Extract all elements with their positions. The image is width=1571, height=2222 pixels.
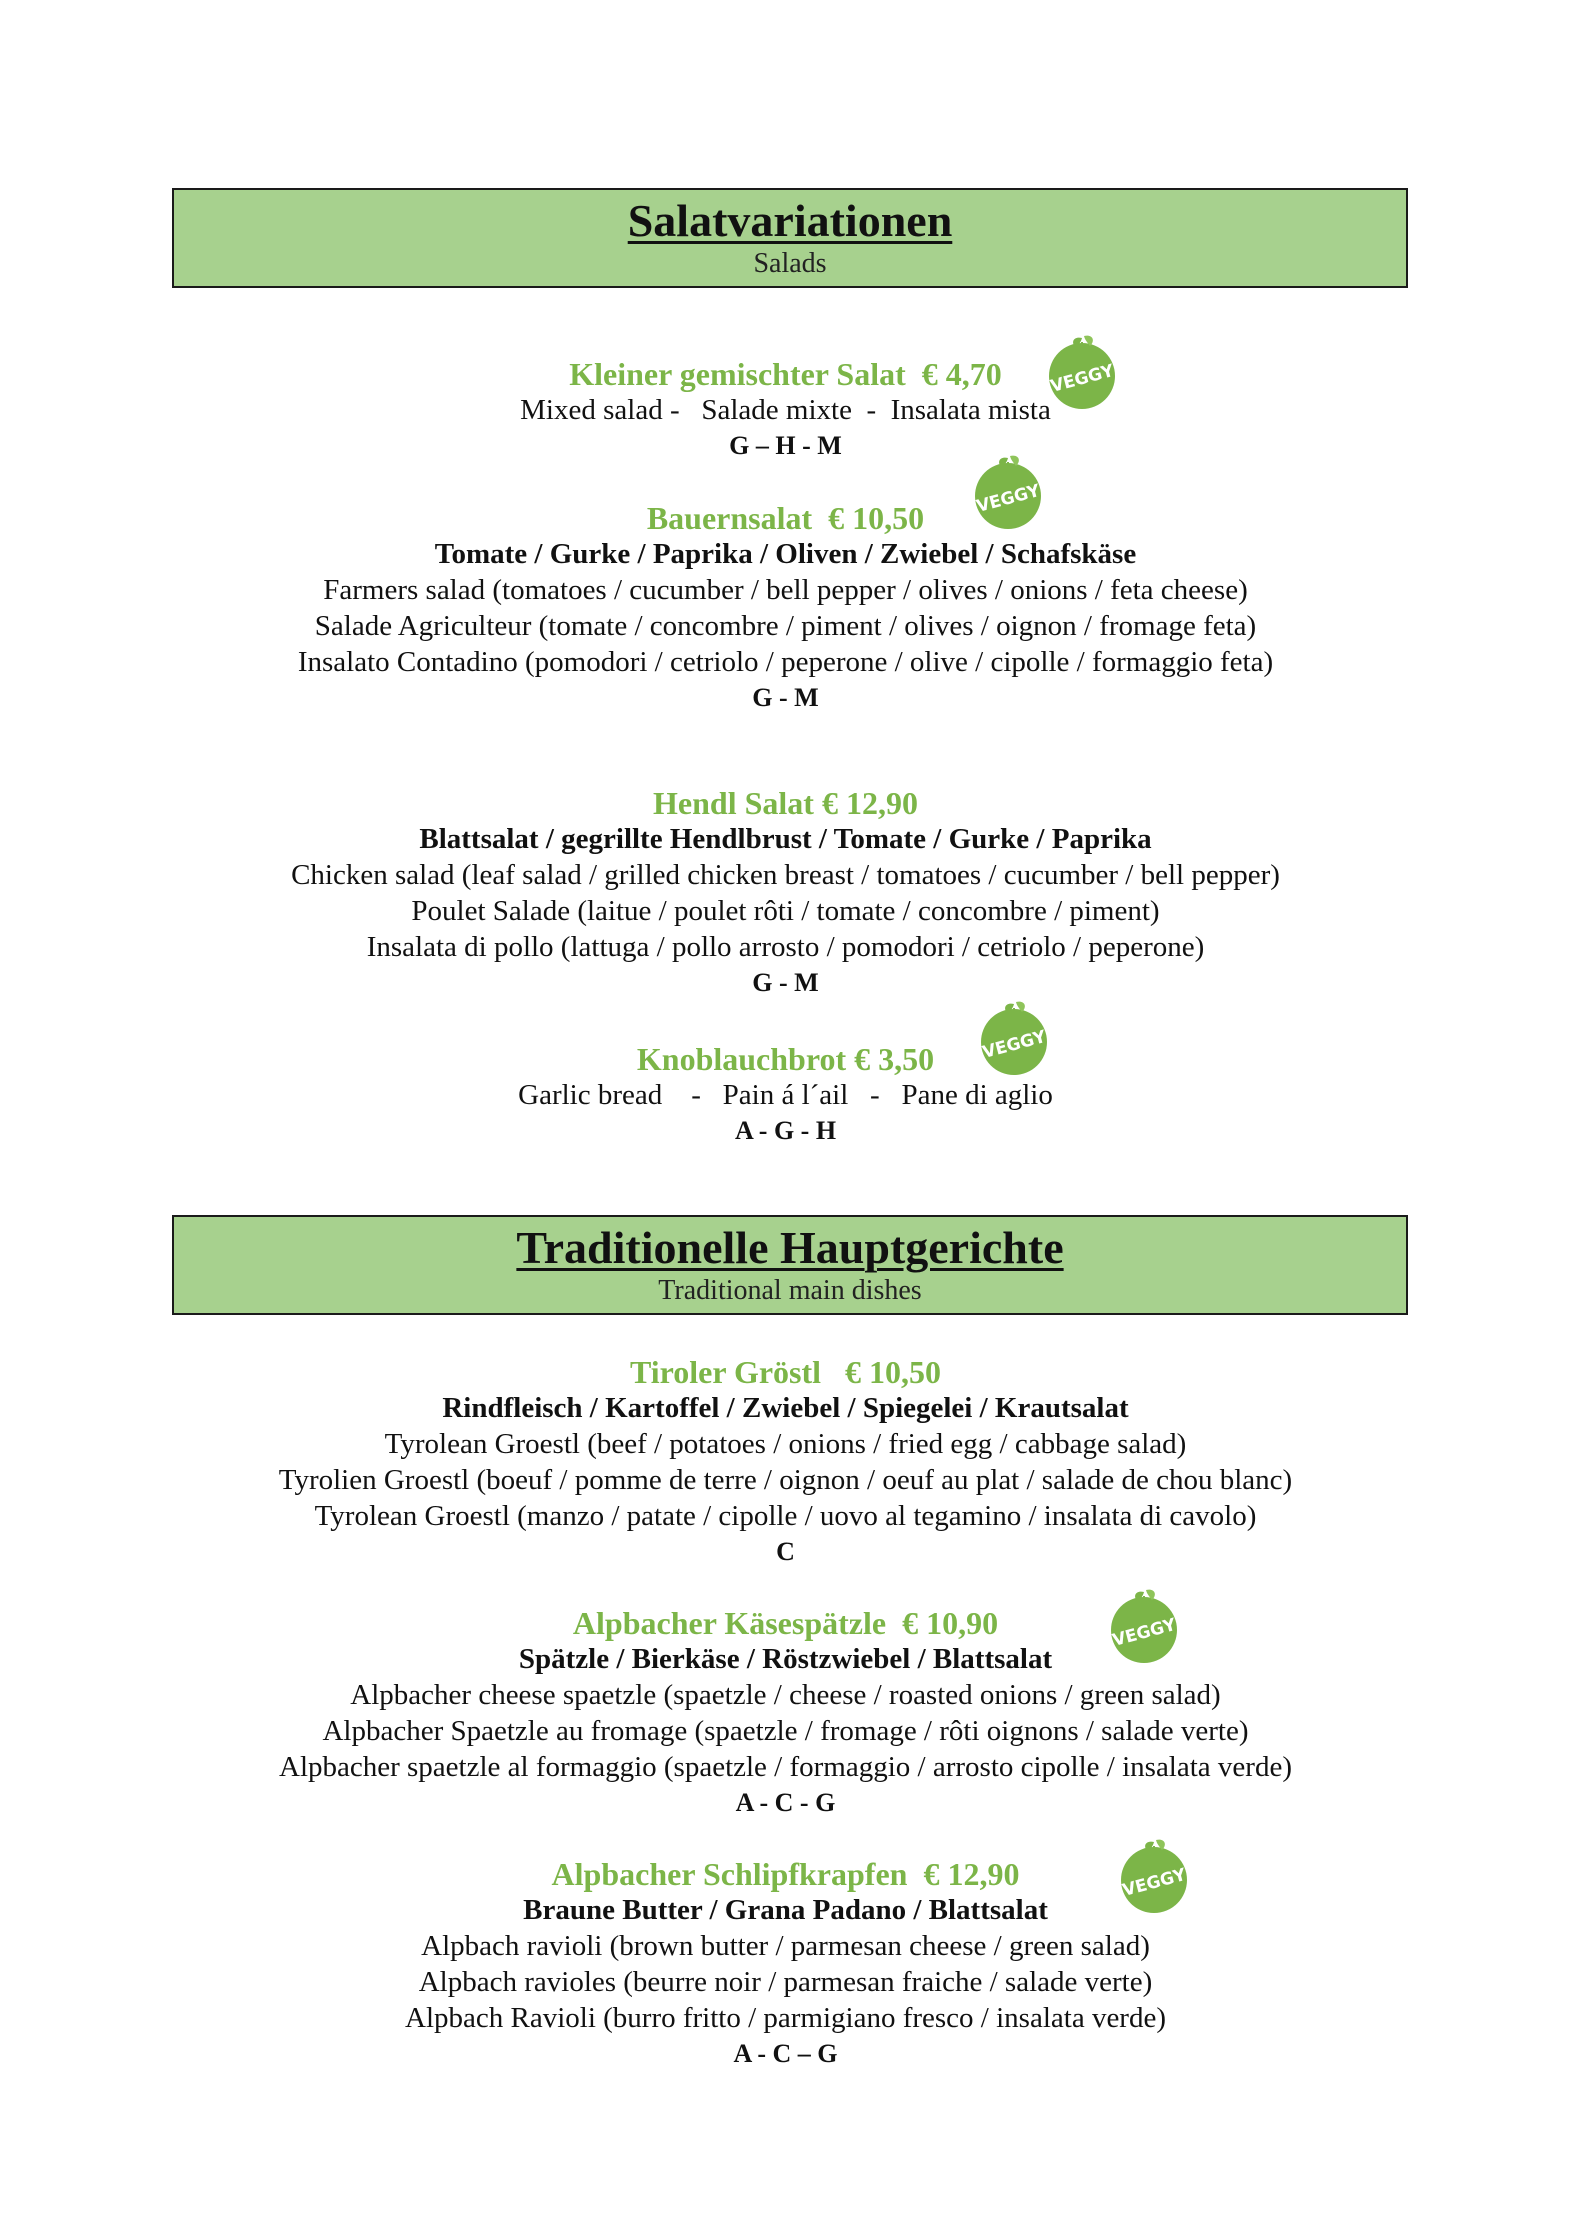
item-translation: Mixed salad - Salade mixte - Insalata mista [520,394,1051,426]
item-translation: Salade Agriculteur (tomate / concombre / piment / olives / oignon / fromage feta) [314,610,1257,642]
section-subtitle: Salads [753,248,827,279]
section-title: Salatvariationen [627,195,953,246]
item-allergens: G - M [752,683,819,712]
menu-item [0,500,1571,716]
item-name: Knoblauchbrot € 3,50 [636,1041,935,1077]
section-header-salads [172,188,1408,288]
item-translation: Alpbach ravioli (brown butter / parmesan cheese / green salad) [421,1930,1150,1962]
item-translation: Farmers salad (tomatoes / cucumber / bell pepper / olives / onions / feta cheese) [323,574,1248,606]
item-ingredients: Blattsalat / gegrillte Hendlbrust / Tomate / Gurke / Paprika [419,823,1152,855]
item-name: Alpbacher Schlipfkrapfen € 12,90 [551,1856,1020,1892]
veggy-badge-icon [1102,1586,1186,1666]
item-allergens: A - G - H [734,1116,837,1145]
section-title: Traditionelle Hauptgerichte [516,1222,1064,1273]
item-allergens: G – H - M [729,431,842,460]
menu-item [0,1354,1571,1570]
item-allergens: A - C – G [733,2039,838,2068]
item-translation: Tyrolean Groestl (beef / potatoes / onions / fried egg / cabbage salad) [384,1428,1187,1460]
veggy-badge-icon [966,452,1050,532]
item-translation: Alpbacher Spaetzle au fromage (spaetzle / fromage / rôti oignons / salade verte) [322,1715,1249,1747]
item-ingredients: Spätzle / Bierkäse / Röstzwiebel / Blattsalat [518,1643,1053,1675]
menu-item [0,785,1571,1001]
item-allergens: G - M [752,968,819,997]
veggy-badge-icon [972,998,1056,1078]
veggy-badge-icon [1112,1836,1196,1916]
item-translation: Alpbacher spaetzle al formaggio (spaetzle / formaggio / arrosto cipolle / insalata verde) [279,1751,1292,1783]
menu-item [0,1041,1571,1149]
item-ingredients: Braune Butter / Grana Padano / Blattsalat [523,1894,1048,1926]
item-translation: Tyrolean Groestl (manzo / patate / cipolle / uovo al tegamino / insalata di cavolo) [314,1500,1257,1532]
item-name: Alpbacher Käsespätzle € 10,90 [572,1605,999,1641]
item-ingredients: Tomate / Gurke / Paprika / Oliven / Zwiebel / Schafskäse [434,538,1137,570]
menu-item [0,1605,1571,1821]
item-translation: Alpbach Ravioli (burro fritto / parmigiano fresco / insalata verde) [405,2002,1166,2034]
menu-item [0,356,1571,464]
item-translation: Alpbacher cheese spaetzle (spaetzle / cheese / roasted onions / green salad) [350,1679,1221,1711]
item-translation: Tyrolien Groestl (boeuf / pomme de terre / oignon / oeuf au plat / salade de chou blanc) [278,1464,1293,1496]
item-translation: Alpbach ravioles (beurre noir / parmesan fraiche / salade verte) [418,1966,1153,1998]
item-translation: Insalato Contadino (pomodori / cetriolo / peperone / olive / cipolle / formaggio feta) [297,646,1274,678]
item-translation: Chicken salad (leaf salad / grilled chicken breast / tomatoes / cucumber / bell pepper) [291,859,1280,891]
item-allergens: A - C - G [735,1788,836,1817]
item-ingredients: Rindfleisch / Kartoffel / Zwiebel / Spiegelei / Krautsalat [442,1392,1129,1424]
item-translation: Poulet Salade (laitue / poulet rôti / tomate / concombre / piment) [411,895,1160,927]
item-name: Kleiner gemischter Salat € 4,70 [569,356,1002,392]
item-name: Bauernsalat € 10,50 [646,500,925,536]
item-allergens: C [776,1537,795,1566]
item-name: Hendl Salat € 12,90 [653,785,918,821]
veggy-badge-icon [1040,332,1124,412]
section-subtitle: Traditional main dishes [658,1275,922,1306]
item-translation: Garlic bread - Pain á l´ail - Pane di aglio [518,1079,1053,1111]
item-name: Tiroler Gröstl € 10,50 [629,1354,942,1390]
section-header-main-dishes [172,1215,1408,1315]
item-translation: Insalata di pollo (lattuga / pollo arrosto / pomodori / cetriolo / peperone) [366,931,1205,963]
menu-item [0,1856,1571,2072]
